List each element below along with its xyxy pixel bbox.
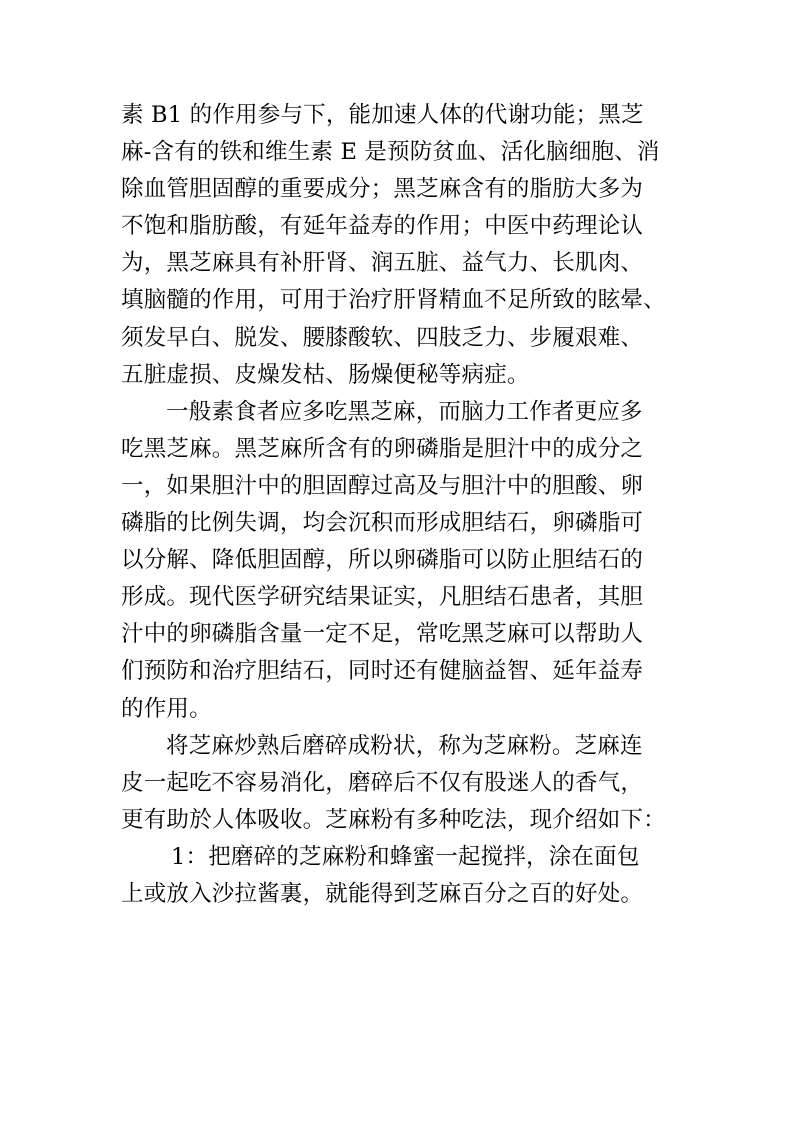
text-line: 吃黑芝麻。黑芝麻所含有的卵磷脂是胆汁中的成分之 <box>121 435 644 462</box>
text-line: 须发早白、脱发、腰膝酸软、四肢乏力、步履艰难、 <box>121 324 644 351</box>
text-line: 汁中的卵磷脂含量一定不足，常吃黑芝麻可以帮助人 <box>121 621 644 648</box>
text-line: 麻-含有的铁和维生素 E 是预防贫血、活化脑细胞、消 <box>121 139 660 166</box>
body-text <box>121 97 681 913</box>
text-line: 磷脂的比例失调，均会沉积而形成胆结石，卵磷脂可 <box>121 510 644 537</box>
text-line: 皮一起吃不容易消化，磨碎后不仅有股迷人的香气， <box>121 769 644 796</box>
paragraph-start-line: 将芝麻炒熟后磨碎成粉状，称为芝麻粉。芝麻连 <box>166 732 643 759</box>
text-line: 上或放入沙拉酱裏，就能得到芝麻百分之百的好处。 <box>121 880 644 907</box>
text-line: 的作用。 <box>121 695 212 722</box>
text-line: 五脏虚损、皮燥发枯、肠燥便秘等病症。 <box>121 361 530 388</box>
text-line: 填脑髓的作用，可用于治疗肝肾精血不足所致的眩晕、 <box>121 287 666 314</box>
text-line: 不饱和脂肪酸，有延年益寿的作用；中医中药理论认 <box>121 213 644 240</box>
text-line: 除血管胆固醇的重要成分；黑芝麻含有的脂肪大多为 <box>121 176 644 203</box>
text-line: 素 B1 的作用参与下，能加速人体的代谢功能；黑芝 <box>121 102 644 128</box>
text-line: 形成。现代医学研究结果证实，凡胆结石患者，其胆 <box>121 584 644 611</box>
text-line: 们预防和治疗胆结石，同时还有健脑益智、延年益寿 <box>121 658 644 685</box>
text-line: 一，如果胆汁中的胆固醇过高及与胆汁中的胆酸、卵 <box>121 472 644 499</box>
text-line: 更有助於人体吸收。芝麻粉有多种吃法，现介绍如下： <box>121 806 666 833</box>
list-item-line: 1：把磨碎的芝麻粉和蜂蜜一起搅拌，涂在面包 <box>171 843 640 870</box>
paragraph-start-line: 一般素食者应多吃黑芝麻，而脑力工作者更应多 <box>166 398 643 425</box>
text-line: 以分解、降低胆固醇，所以卵磷脂可以防止胆结石的 <box>121 547 644 574</box>
text-line: 为，黑芝麻具有补肝肾、润五脏、益气力、长肌肉、 <box>121 250 644 277</box>
